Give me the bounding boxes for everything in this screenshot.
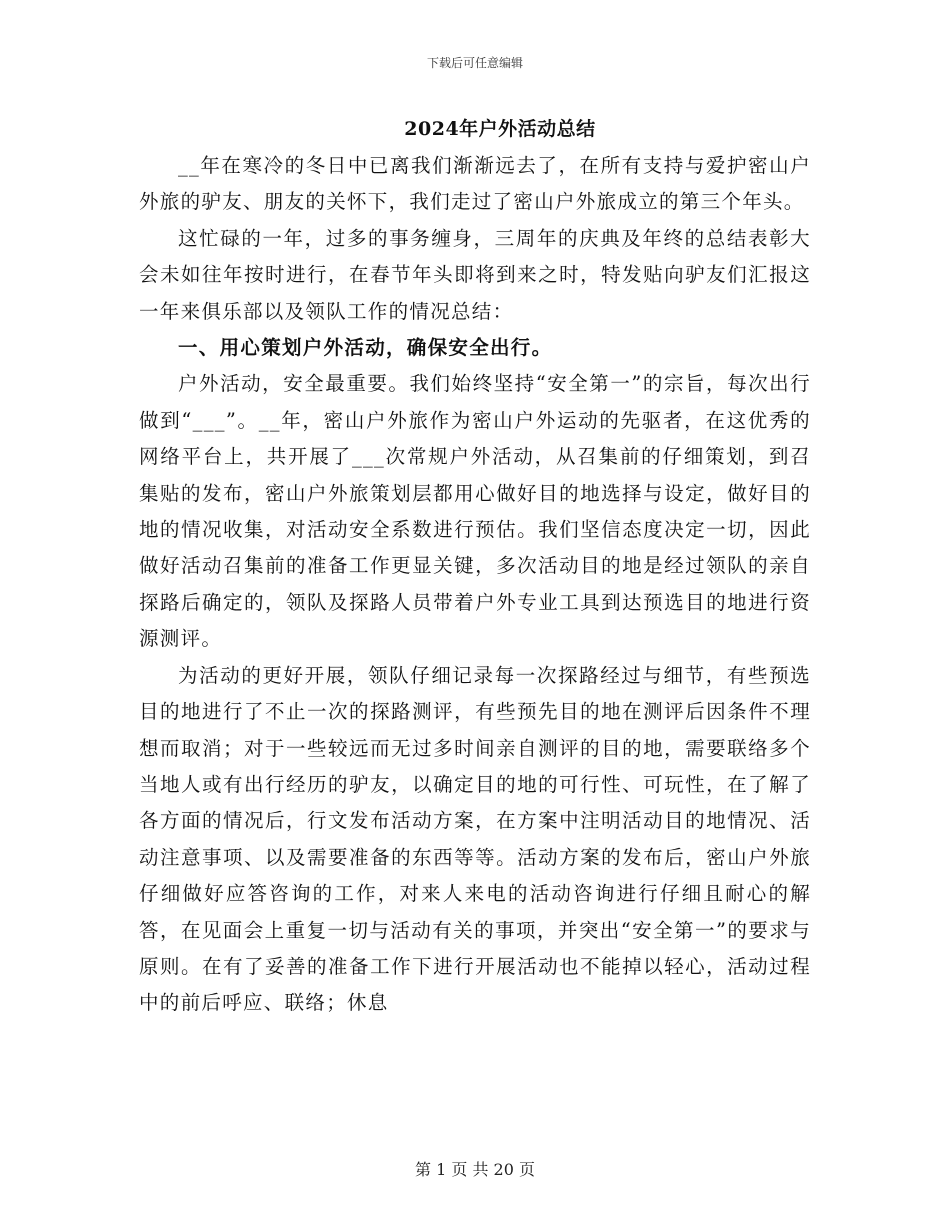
paragraph-safety: 户外活动，安全最重要。我们始终坚持“安全第一”的宗旨，每次出行做到“___”。__年，密山户外旅作为密山户外运动的先驱者，在这优秀的网络平台上，共开展了___次常规户外活动，从召集前的仔细策划，到召集贴的发布，密山户外旅策划层都用心做好目的地选择与设定，做好目的地的情况收集，对活动安全系数进行预估。我们坚信态度决定一切，因此做好活动召集前的准备工作更显关键，多次活动目的地是经过领队的亲自探路后确定的，领队及探路人员带着户外专业工具到达预选目的地进行资源测评。 — [139, 372, 811, 651]
document-title: 2024年户外活动总结 — [404, 118, 596, 140]
section-heading: 一、用心策划户外活动，确保安全出行。 — [178, 336, 553, 360]
document-body — [139, 148, 811, 1022]
page-number: 第 1 页 共 20 页 — [415, 1160, 535, 1179]
paragraph-intro: __年在寒冷的冬日中已离我们渐渐远去了，在所有支持与爱护密山户外旅的驴友、朋友的关怀下，我们走过了密山户外旅成立的第三个年头。 — [139, 154, 811, 214]
paragraph-summary: 这忙碌的一年，过多的事务缠身，三周年的庆典及年终的总结表彰大会未如往年按时进行，在春节年头即将到来之时，特发贴向驴友们汇报这一年来俱乐部以及领队工作的情况总结： — [139, 226, 811, 323]
paragraph-scouting: 为活动的更好开展，领队仔细记录每一次探路经过与细节，有些预选目的地进行了不止一次的探路测评，有些预先目的地在测评后因条件不理想而取消；对于一些较远而无过多时间亲自测评的目的地，需要联络多个当地人或有出行经历的驴友，以确定目的地的可行性、可玩性，在了解了各方面的情况后，行文发布活动方案，在方案中注明活动目的地情况、活动注意事项、以及需要准备的东西等等。活动方案的发布后，密山户外旅仔细做好应答咨询的工作，对来人来电的活动咨询进行仔细且耐心的解答，在见面会上重复一切与活动有关的事项，并突出“安全第一”的要求与原则。在有了妥善的准备工作下进行开展活动也不能掉以轻心，活动过程中的前后呼应、联络；休息 — [139, 663, 811, 1015]
header-note: 下载后可任意编辑 — [426, 56, 523, 70]
